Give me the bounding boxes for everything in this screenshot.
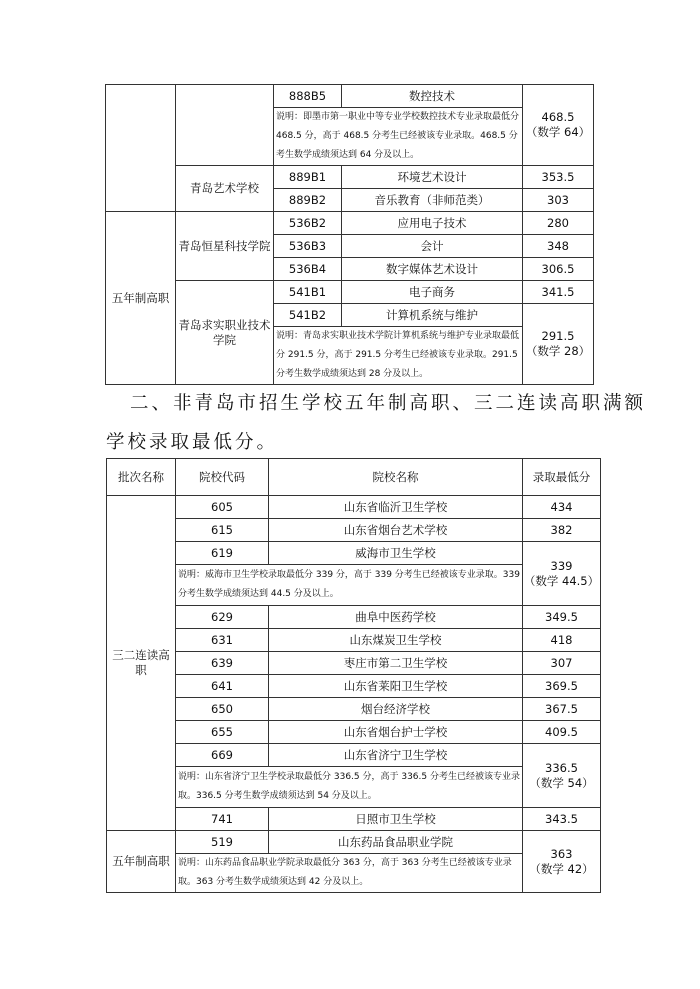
score-cell: 306.5 — [523, 258, 594, 281]
code-cell: 669 — [176, 744, 269, 767]
name-cell: 枣庄市第二卫生学校 — [269, 652, 523, 675]
score-cell: 280 — [523, 212, 594, 235]
batch-cell-empty — [106, 85, 176, 212]
score-cell: 303 — [523, 189, 594, 212]
score-cell: 369.5 — [523, 675, 601, 698]
score-cell: 307 — [523, 652, 601, 675]
header-code: 院校代码 — [176, 459, 269, 496]
major-cell: 环境艺术设计 — [342, 166, 523, 189]
score-cell: 353.5 — [523, 166, 594, 189]
score-cell: 367.5 — [523, 698, 601, 721]
code-cell: 631 — [176, 629, 269, 652]
score-cell: 291.5 （数学 28） — [523, 304, 594, 385]
code-cell: 650 — [176, 698, 269, 721]
code-cell: 889B1 — [274, 166, 342, 189]
name-cell: 山东省临沂卫生学校 — [269, 496, 523, 519]
major-cell: 音乐教育（非师范类） — [342, 189, 523, 212]
code-cell: 541B2 — [274, 304, 342, 327]
code-cell: 889B2 — [274, 189, 342, 212]
batch-cell: 三二连读高职 — [107, 496, 176, 831]
school-cell: 青岛求实职业技术学院 — [176, 281, 274, 385]
name-cell: 日照市卫生学校 — [269, 808, 523, 831]
code-cell: 641 — [176, 675, 269, 698]
code-cell: 888B5 — [274, 85, 342, 108]
name-cell: 山东煤炭卫生学校 — [269, 629, 523, 652]
name-cell: 曲阜中医药学校 — [269, 606, 523, 629]
major-cell: 会计 — [342, 235, 523, 258]
header-name: 院校名称 — [269, 459, 523, 496]
score-cell: 418 — [523, 629, 601, 652]
note-cell: 说明：威海市卫生学校录取最低分 339 分，高于 339 分考生已经被该专业录取。339 分考生数学成绩须达到 44.5 分及以上。 — [176, 565, 523, 606]
score-cell: 434 — [523, 496, 601, 519]
note-cell: 说明：山东药品食品职业学院录取最低分 363 分，高于 363 分考生已经被该专业录取。363 分考生数学成绩须达到 42 分及以上。 — [176, 854, 523, 893]
school-cell: 青岛恒星科技学院 — [176, 212, 274, 281]
score-cell: 348 — [523, 235, 594, 258]
code-cell: 605 — [176, 496, 269, 519]
major-cell: 数字媒体艺术设计 — [342, 258, 523, 281]
name-cell: 山东药品食品职业学院 — [269, 831, 523, 854]
score-cell: 349.5 — [523, 606, 601, 629]
header-score: 录取最低分 — [523, 459, 601, 496]
name-cell: 山东省烟台艺术学校 — [269, 519, 523, 542]
name-cell: 威海市卫生学校 — [269, 542, 523, 565]
batch-cell: 五年制高职 — [107, 831, 176, 893]
code-cell: 639 — [176, 652, 269, 675]
note-cell: 说明：即墨市第一职业中等专业学校数控技术专业录取最低分 468.5 分，高于 468.5 分考生已经被该专业录取。468.5 分考生数学成绩须达到 64 分及以上。 — [274, 108, 523, 166]
code-cell: 541B1 — [274, 281, 342, 304]
section-heading-line1: 二、非青岛市招生学校五年制高职、三二连读高职满额 — [130, 393, 647, 414]
code-cell: 741 — [176, 808, 269, 831]
score-cell: 341.5 — [523, 281, 594, 304]
note-cell: 说明：青岛求实职业技术学院计算机系统与维护专业录取最低分 291.5 分，高于 291.5 分考生已经被该专业录取。291.5 分考生数学成绩须达到 28 分及以上。 — [274, 327, 523, 385]
major-cell: 应用电子技术 — [342, 212, 523, 235]
name-cell: 山东省济宁卫生学校 — [269, 744, 523, 767]
name-cell: 山东省莱阳卫生学校 — [269, 675, 523, 698]
code-cell: 615 — [176, 519, 269, 542]
batch-cell: 五年制高职 — [106, 212, 176, 385]
section-heading-line2: 学校录取最低分。 — [106, 432, 279, 453]
admission-table — [106, 458, 601, 893]
code-cell: 536B4 — [274, 258, 342, 281]
major-cell: 数控技术 — [342, 85, 523, 108]
major-cell: 电子商务 — [342, 281, 523, 304]
admission-table-continued — [105, 84, 594, 385]
score-cell: 468.5 （数学 64） — [523, 85, 594, 166]
score-cell: 339 （数学 44.5） — [523, 542, 601, 606]
code-cell: 629 — [176, 606, 269, 629]
major-cell: 计算机系统与维护 — [342, 304, 523, 327]
code-cell: 619 — [176, 542, 269, 565]
code-cell: 519 — [176, 831, 269, 854]
note-cell: 说明：山东省济宁卫生学校录取最低分 336.5 分，高于 336.5 分考生已经被该专业录取。336.5 分考生数学成绩须达到 54 分及以上。 — [176, 767, 523, 808]
score-cell: 409.5 — [523, 721, 601, 744]
score-cell: 363 （数学 42） — [523, 831, 601, 893]
school-cell: 青岛艺术学校 — [176, 166, 274, 212]
name-cell: 山东省烟台护士学校 — [269, 721, 523, 744]
header-batch: 批次名称 — [107, 459, 176, 496]
code-cell: 536B2 — [274, 212, 342, 235]
school-cell-empty — [176, 85, 274, 166]
score-cell: 336.5 （数学 54） — [523, 744, 601, 808]
name-cell: 烟台经济学校 — [269, 698, 523, 721]
code-cell: 536B3 — [274, 235, 342, 258]
score-cell: 343.5 — [523, 808, 601, 831]
code-cell: 655 — [176, 721, 269, 744]
score-cell: 382 — [523, 519, 601, 542]
